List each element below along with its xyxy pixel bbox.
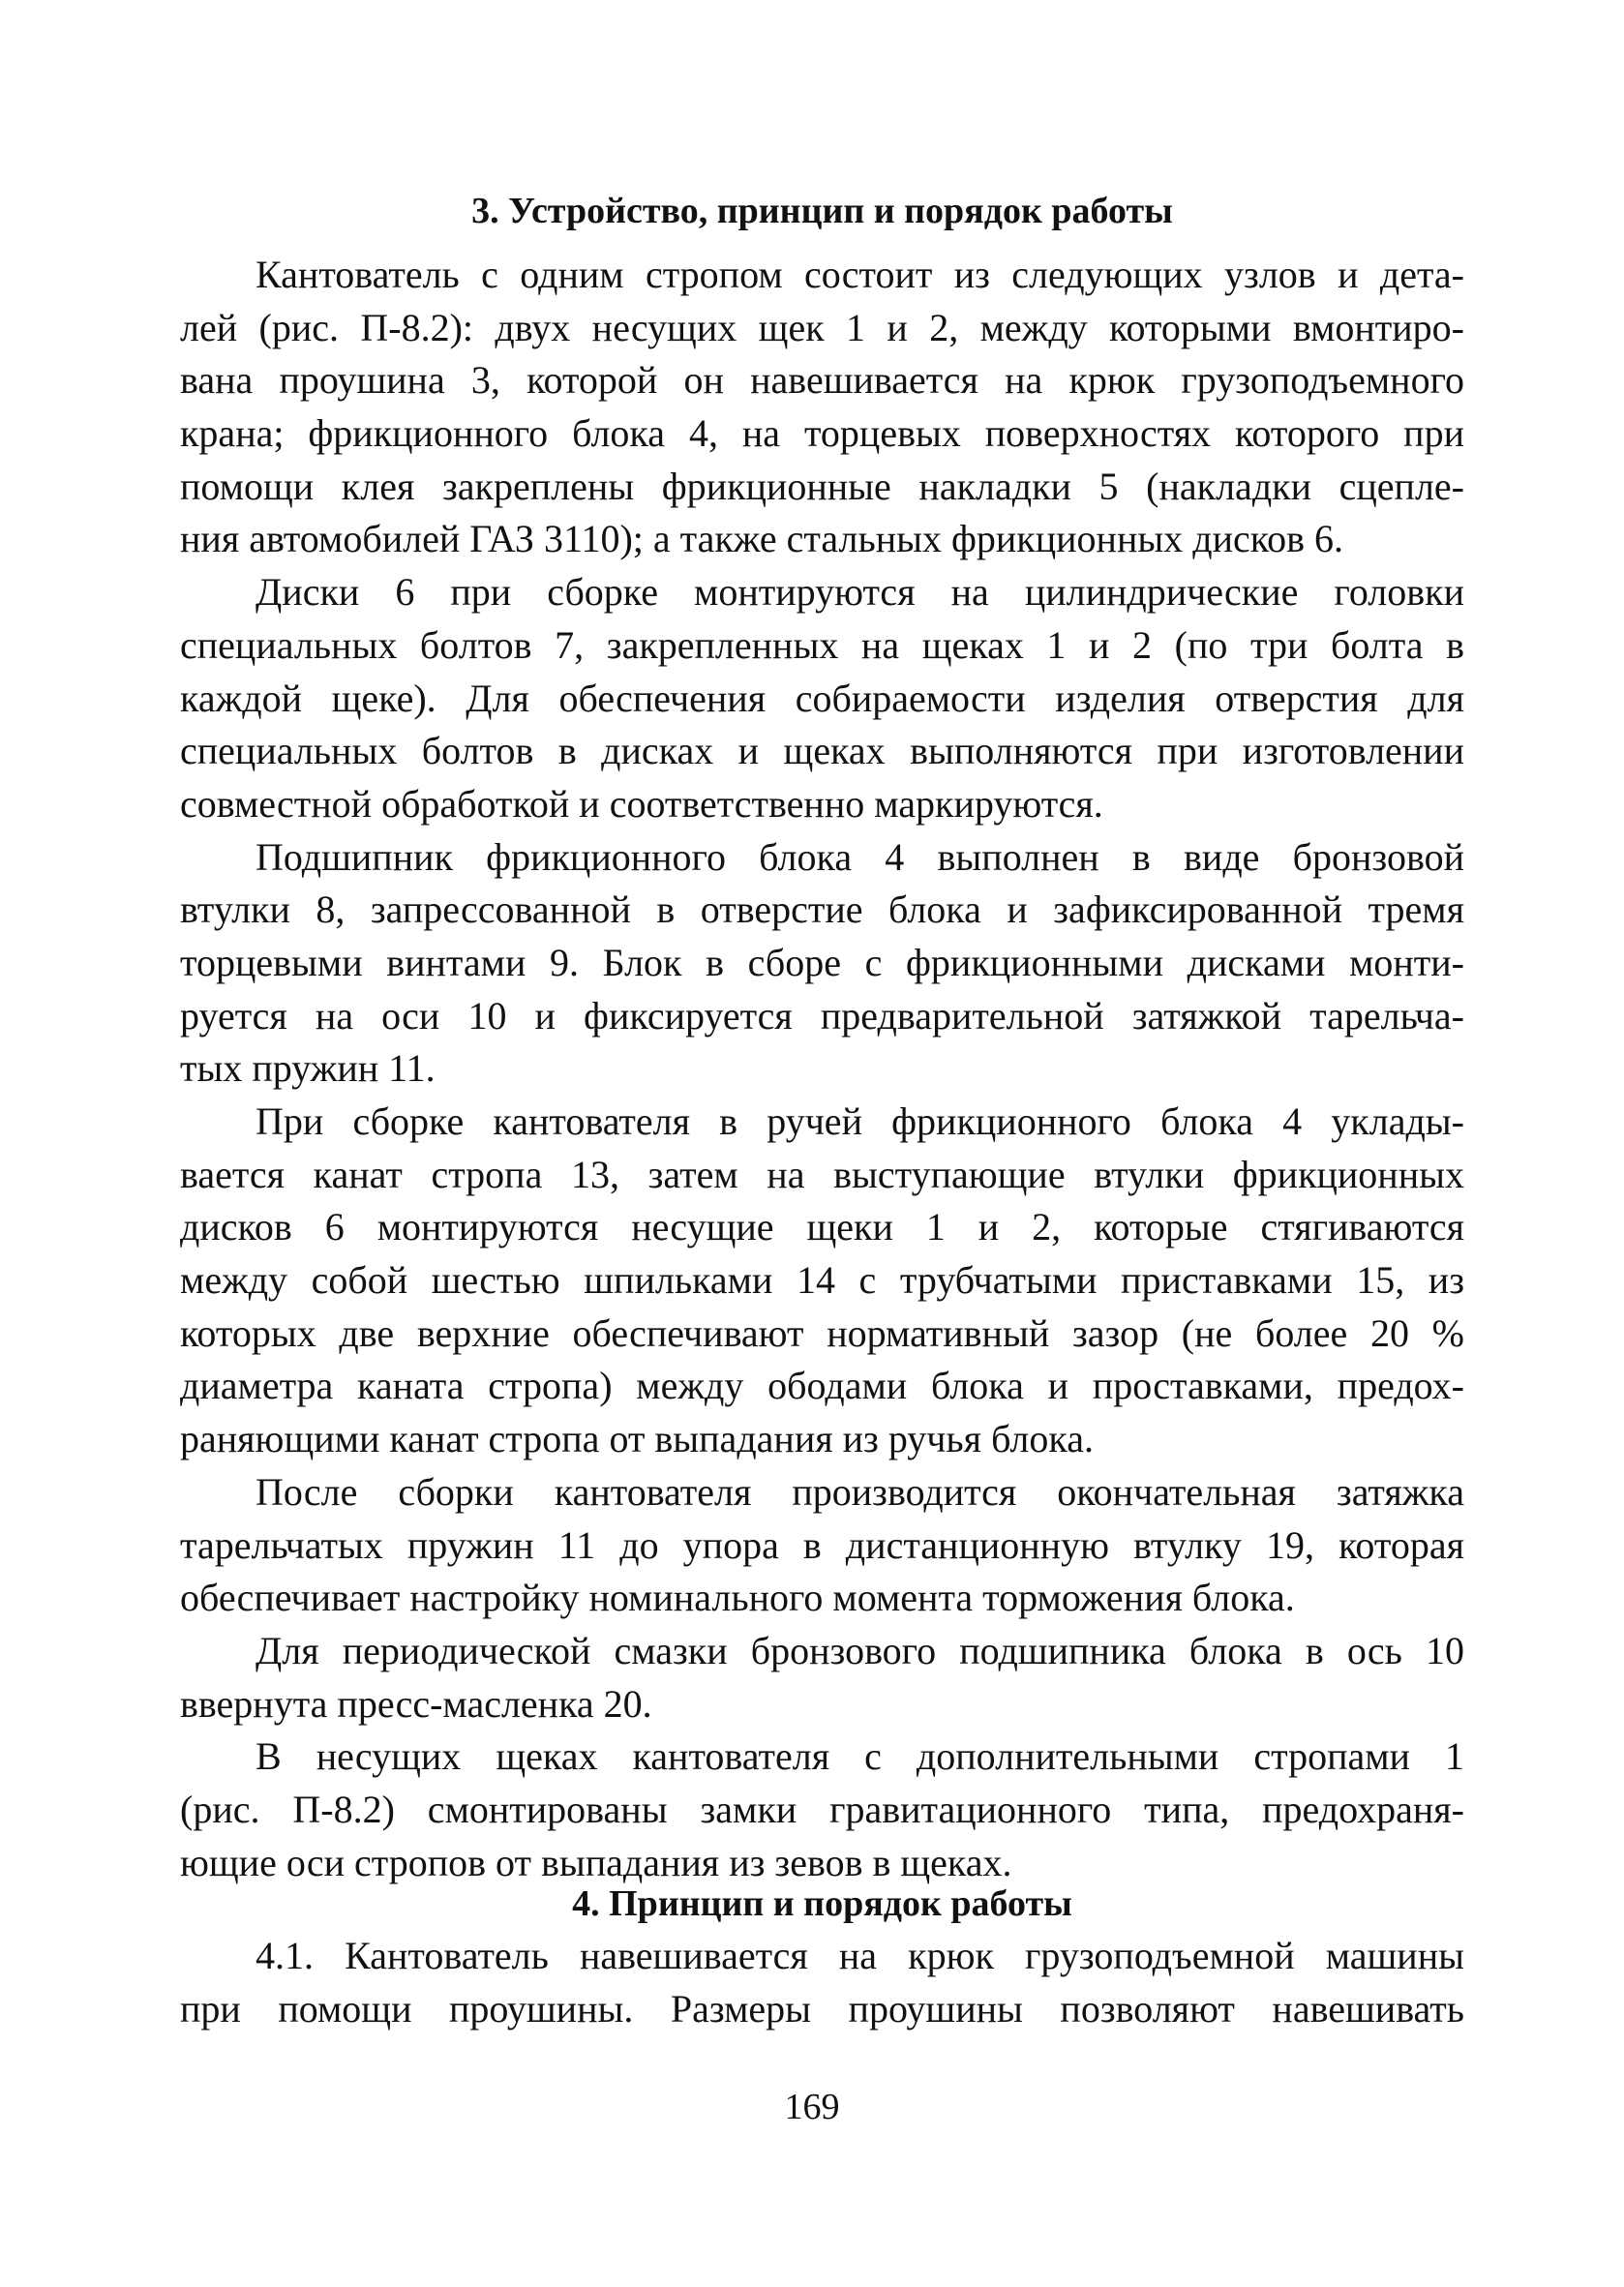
text-line: специальных болтов 7, закрепленных на щеках 1 и 2 (по три болта в <box>180 622 1464 667</box>
text-line: (рис. П-8.2) смонтированы замки гравитационного типа, предохраня- <box>180 1787 1464 1831</box>
text-line: Диски 6 при сборке монтируются на цилиндрические головки <box>256 570 1464 615</box>
text-line: обеспечивает настройку номинального момента торможения блока. <box>180 1576 1295 1620</box>
text-line: руется на оси 10 и фиксируется предварительной затяжкой тарельча- <box>180 993 1464 1038</box>
text-line: крана; фрикционного блока 4, на торцевых поверхностях которого при <box>180 411 1464 456</box>
text-line: После сборки кантователя производится окончательная затяжка <box>256 1469 1464 1514</box>
section-4-body <box>180 1930 1464 2035</box>
text-line: ввернута пресс-масленка 20. <box>180 1681 652 1726</box>
text-line: Подшипник фрикционного блока 4 выполнен в виде бронзовой <box>256 834 1464 879</box>
text-line: совместной обработкой и соответственно маркируются. <box>180 781 1103 826</box>
paragraph <box>180 249 1464 566</box>
text-line: ния автомобилей ГАЗ 3110); а также стальных фрикционных дисков 6. <box>180 517 1344 561</box>
paragraph <box>180 566 1464 830</box>
text-line: торцевыми винтами 9. Блок в сборе с фрикционными дисками монти- <box>180 940 1464 984</box>
text-line: дисков 6 монтируются несущие щеки 1 и 2, которые стягиваются <box>180 1205 1464 1249</box>
text-line: ющие оси стропов от выпадания из зевов в щеках. <box>180 1840 1012 1884</box>
paragraph <box>180 831 1464 1096</box>
section-3-body <box>180 249 1464 1889</box>
paragraph <box>180 1730 1464 1889</box>
page-number: 169 <box>784 2087 840 2127</box>
text-line: В несущих щеках кантователя с дополнительными стропами 1 <box>256 1734 1464 1779</box>
paragraph <box>180 1466 1464 1625</box>
text-line: каждой щеке). Для обеспечения собираемости изделия отверстия для <box>180 676 1464 720</box>
text-line: Кантователь с одним стропом состоит из следующих узлов и дета- <box>256 253 1464 296</box>
text-line: специальных болтов в дисках и щеках выполняются при изготовлении <box>180 729 1464 773</box>
text-line: которых две верхние обеспечивают нормативный зазор (не более 20 % <box>180 1310 1464 1355</box>
text-line: втулки 8, запрессованной в отверстие блока и зафиксированной тремя <box>180 888 1464 932</box>
text-line: раняющими канат стропа от выпадания из ручья блока. <box>180 1417 1094 1461</box>
paragraph <box>180 1096 1464 1466</box>
text-line: 4.1. Кантователь навешивается на крюк грузоподъемной машины <box>256 1934 1464 1977</box>
text-line: Для периодической смазки бронзового подшипника блока в ось 10 <box>256 1628 1464 1672</box>
text-line: тарельчатых пружин 11 до упора в дистанционную втулку 19, которая <box>180 1522 1464 1567</box>
text-line: лей (рис. П-8.2): двух несущих щек 1 и 2, между которыми вмонтиро- <box>180 305 1464 349</box>
section-3-heading: 3. Устройство, принцип и порядок работы <box>471 191 1173 231</box>
text-line: диаметра каната стропа) между ободами блока и проставками, предох- <box>180 1364 1464 1408</box>
text-line: помощи клея закреплены фрикционные накладки 5 (накладки сцепле- <box>180 464 1464 508</box>
text-line: между собой шестью шпильками 14 с трубчатыми приставками 15, из <box>180 1258 1464 1303</box>
paragraph <box>180 1625 1464 1730</box>
paragraph <box>180 1930 1464 2035</box>
section-4-heading: 4. Принцип и порядок работы <box>572 1883 1072 1924</box>
text-line: При сборке кантователя в ручей фрикционного блока 4 уклады- <box>256 1099 1464 1143</box>
text-line: вается канат стропа 13, затем на выступающие втулки фрикционных <box>180 1152 1464 1196</box>
text-line: вана проушина 3, которой он навешивается на крюк грузоподъемного <box>180 358 1464 403</box>
text-line: при помощи проушины. Размеры проушины позволяют навешивать <box>180 1986 1464 2031</box>
text-line: тых пружин 11. <box>180 1046 436 1091</box>
